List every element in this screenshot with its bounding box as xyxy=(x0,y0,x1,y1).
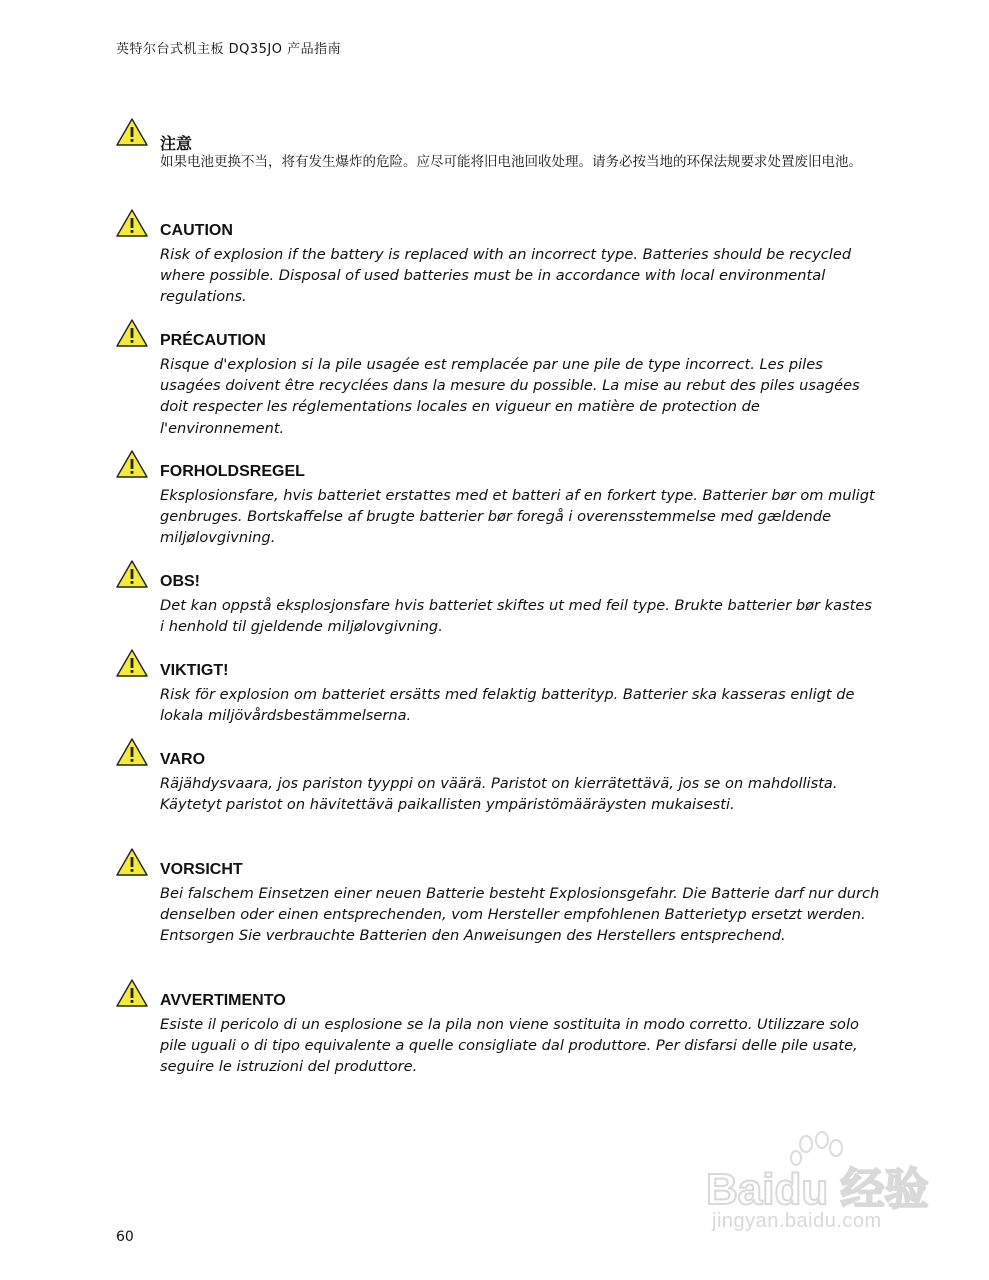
warning-title: FORHOLDSREGEL xyxy=(160,463,305,480)
warning-body: Risque d'explosion si la pile usagée est remplacée par une pile de type incorrect. Les piles usagées doivent être recyclées dans la mesure du possible. La mise au rebut des piles usagées doit respecter les réglementations locales en vigueur en matière de protection de l'environnement. xyxy=(160,356,860,437)
warning-body: Risk för explosion om batteriet ersätts med felaktig batterityp. Batterier ska kasseras enligt de lokala miljövårdsbestämmelserna. xyxy=(160,686,855,725)
watermark-url: jingyan.baidu.com xyxy=(712,1210,882,1232)
warning-body: Eksplosionsfare, hvis batteriet erstattes med et batteri af en forkert type. Batterier bør om muligt genbruges. Bortskaffelse af brugte batterier bør foregå i overensstemmelse med gældende miljølovgivning. xyxy=(160,487,875,547)
warning-title: VORSICHT xyxy=(160,861,243,878)
warning-title: VARO xyxy=(160,751,206,768)
warning-title: VIKTIGT! xyxy=(160,662,229,679)
page-header: 英特尔台式机主板 DQ35JO 产品指南 xyxy=(116,42,342,57)
warning-body: Det kan oppstå eksplosjonsfare hvis batteriet skiftes ut med feil type. Brukte batterier bør kastes i henhold til gjeldende miljølovgivning. xyxy=(160,597,872,636)
warning-body: Bei falschem Einsetzen einer neuen Batterie besteht Explosionsgefahr. Die Batterie darf nur durch denselben oder einen entsprechenden, vom Hersteller empfohlenen Batterietyp ersetzt werden. Entsorgen Sie verbrauchte Batterien den Anweisungen des Herstellers entsprechend. xyxy=(160,885,880,945)
warning-title: PRÉCAUTION xyxy=(160,332,266,349)
warning-body: 如果电池更换不当，将有发生爆炸的危险。应尽可能将旧电池回收处理。请务必按当地的环保法规要求处置废旧电池。 xyxy=(160,154,862,170)
warning-triangle-icon xyxy=(115,559,149,589)
warning-triangle-icon xyxy=(115,318,149,348)
warning-triangle-icon xyxy=(115,117,149,147)
warning-body: Esiste il pericolo di un esplosione se la pila non viene sostituita in modo corretto. Utilizzare solo pile uguali o di tipo equivalente a quelle consigliate dal produttore. Per disfarsi delle pile usate, seguire le istruzioni del produttore. xyxy=(160,1016,859,1076)
warning-triangle-icon xyxy=(115,978,149,1008)
warning-triangle-icon xyxy=(115,208,149,238)
page-number: 60 xyxy=(116,1229,134,1245)
warning-triangle-icon xyxy=(115,648,149,678)
warning-body: Risk of explosion if the battery is replaced with an incorrect type. Batteries should be recycled where possible. Disposal of used batteries must be in accordance with local environmental regulations. xyxy=(160,246,852,306)
warning-body: Räjähdysvaara, jos pariston tyyppi on väärä. Paristot on kierrätettävä, jos se on mahdollista. Käytetyt paristot on hävitettävä paikallisten ympäristömääräysten mukaisesti. xyxy=(160,775,838,814)
warning-triangle-icon xyxy=(115,847,149,877)
warning-triangle-icon xyxy=(115,737,149,767)
warning-triangle-icon xyxy=(115,449,149,479)
watermark-logo-text: Baidu 经验 xyxy=(706,1165,929,1214)
warning-title: CAUTION xyxy=(160,222,233,239)
warning-title: 注意 xyxy=(160,136,193,153)
warning-title: OBS! xyxy=(160,573,200,590)
warning-title: AVVERTIMENTO xyxy=(160,992,286,1009)
